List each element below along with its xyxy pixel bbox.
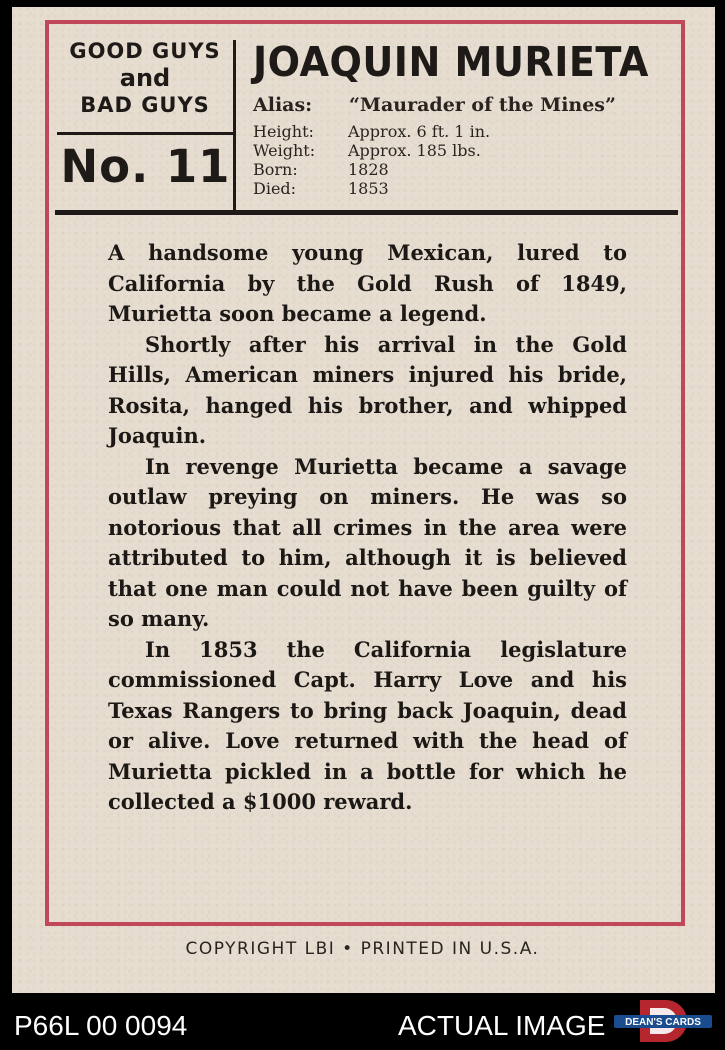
fact-key: Alias: — [253, 94, 313, 116]
fact-died — [253, 179, 673, 198]
copyright-line: COPYRIGHT LBI • PRINTED IN U.S.A. — [185, 939, 540, 959]
bio-paragraph: Shortly after his arrival in the Gold Hills, American miners injured his bride, Rosita, hanged his brother, and whipped Joaquin. — [108, 331, 627, 448]
fact-key: Died: — [253, 179, 297, 198]
header-divider-small — [57, 132, 234, 135]
deans-cards-logo-icon — [612, 998, 714, 1044]
fact-height — [253, 122, 673, 141]
biography-text — [108, 238, 627, 818]
bio-paragraph: In revenge Murietta became a savage outlaw preying on miners. He was so notorious that all crimes in the area were attributed to him, although it is believed that one man could not have been guilty of so many. — [108, 453, 627, 631]
series-line-1: GOOD GUYS — [69, 39, 221, 63]
series-title — [59, 38, 231, 119]
bio-paragraph: A handsome young Mexican, lured to California by the Gold Rush of 1849, Murietta soon became a legend. — [108, 240, 627, 326]
fact-key: Height: — [253, 122, 314, 141]
card-number: No. 11 — [60, 140, 231, 193]
fact-weight — [253, 141, 673, 160]
series-line-2: and — [119, 64, 171, 92]
fact-key: Weight: — [253, 141, 316, 160]
series-line-3: BAD GUYS — [80, 93, 210, 117]
fact-value: “Maurader of the Mines” — [349, 94, 616, 116]
svg-text:DEAN'S CARDS: DEAN'S CARDS — [625, 1017, 701, 1028]
fact-value: Approx. 6 ft. 1 in. — [348, 122, 491, 141]
fact-born — [253, 160, 673, 179]
fact-value: 1828 — [348, 160, 389, 179]
fact-value: 1853 — [348, 179, 389, 198]
inventory-code: P66L 00 0094 — [14, 1010, 188, 1041]
bio-paragraph: In 1853 the California legislature commissioned Capt. Harry Love and his Texas Rangers to bring back Joaquin, dead or alive. Love returned with the head of Murietta pickled in a bottle for which he collected a $1000 reward. — [108, 636, 627, 814]
subject-name: JOAQUIN MURIETA — [253, 38, 649, 86]
actual-image-label: ACTUAL IMAGE — [398, 1010, 606, 1041]
header-divider-main — [55, 210, 678, 215]
fact-value: Approx. 185 lbs. — [348, 141, 481, 160]
fact-alias — [253, 94, 673, 122]
facts-table — [253, 94, 673, 198]
fact-key: Born: — [253, 160, 298, 179]
